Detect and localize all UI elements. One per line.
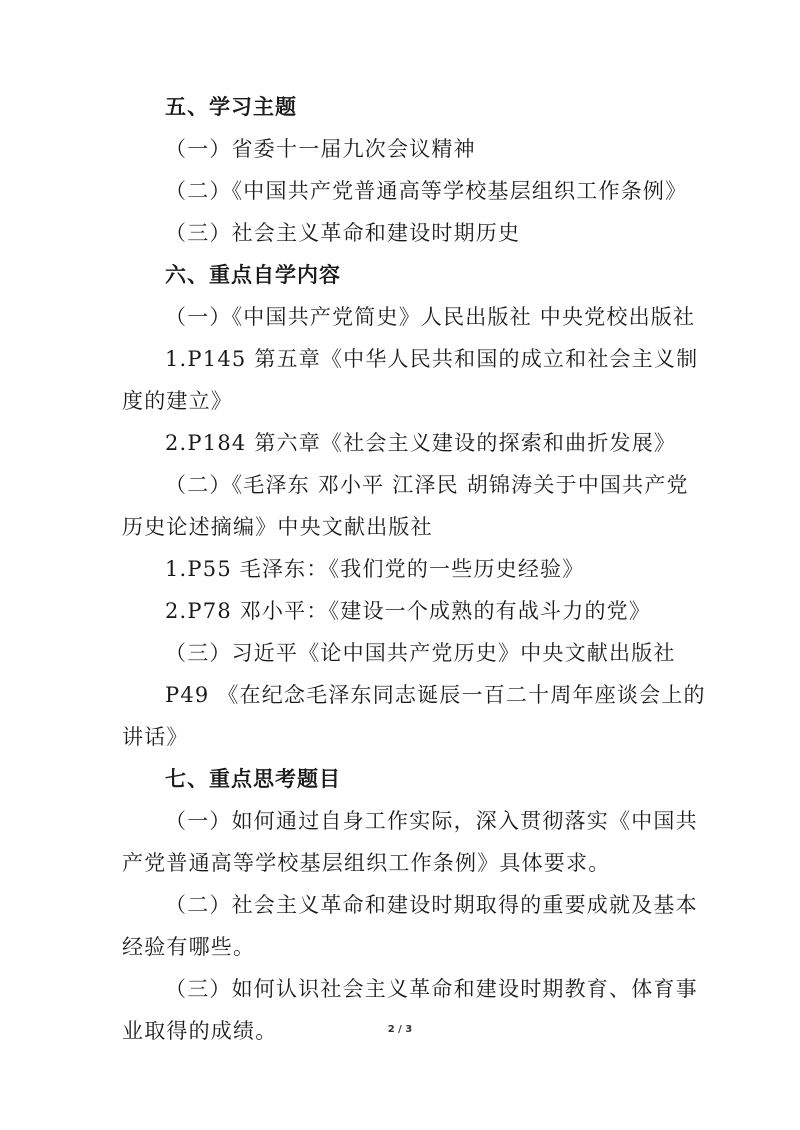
section-6-heading: 六、重点自学内容 [165, 263, 341, 287]
section-5-heading: 五、学习主题 [165, 95, 297, 119]
section-5-item-2: （二）《中国共产党普通高等学校基层组织工作条例》 [165, 179, 688, 203]
section-7-heading: 七、重点思考题目 [165, 767, 341, 791]
document-body [122, 86, 706, 1052]
section-6-line-3: 度的建立》 [122, 389, 233, 413]
section-6-line-9: （三）习近平《论中国共产党历史》中央文献出版社 [165, 641, 676, 665]
section-6-line-4: 2.P184 第六章《社会主义建设的探索和曲折发展》 [165, 431, 677, 455]
section-5-item-3: （三）社会主义革命和建设时期历史 [165, 221, 521, 245]
section-7-line-6: 业取得的成绩。 [122, 1019, 278, 1043]
section-6-line-10: P49 《在纪念毛泽东同志诞辰一百二十周年座谈会上的 [165, 683, 706, 707]
section-7-line-3: （二）社会主义革命和建设时期取得的重要成就及基本 [165, 893, 698, 917]
section-6-line-7: 1.P55 毛泽东：《我们党的一些历史经验》 [165, 557, 585, 581]
section-6-line-1: （一）《中国共产党简史》人民出版社 中央党校出版社 [165, 305, 696, 329]
section-5-item-1: （一）省委十一届九次会议精神 [165, 137, 476, 161]
section-6-line-6: 历史论述摘编》中央文献出版社 [122, 515, 433, 539]
section-7-line-2: 产党普通高等学校基层组织工作条例》具体要求。 [122, 851, 611, 875]
page-number: 2 / 3 [387, 1024, 413, 1035]
section-7-line-4: 经验有哪些。 [122, 935, 256, 959]
section-6-line-5: （二）《毛泽东 邓小平 江泽民 胡锦涛关于中国共产党 [165, 473, 689, 497]
section-6-line-2: 1.P145 第五章《中华人民共和国的成立和社会主义制 [165, 347, 699, 371]
section-7-line-5: （三）如何认识社会主义革命和建设时期教育、体育事 [165, 977, 698, 1001]
section-7-line-1: （一）如何通过自身工作实际，深入贯彻落实《中国共 [165, 809, 698, 833]
section-6-line-11: 讲话》 [122, 725, 189, 749]
section-6-line-8: 2.P78 邓小平：《建设一个成熟的有战斗力的党》 [165, 599, 652, 623]
